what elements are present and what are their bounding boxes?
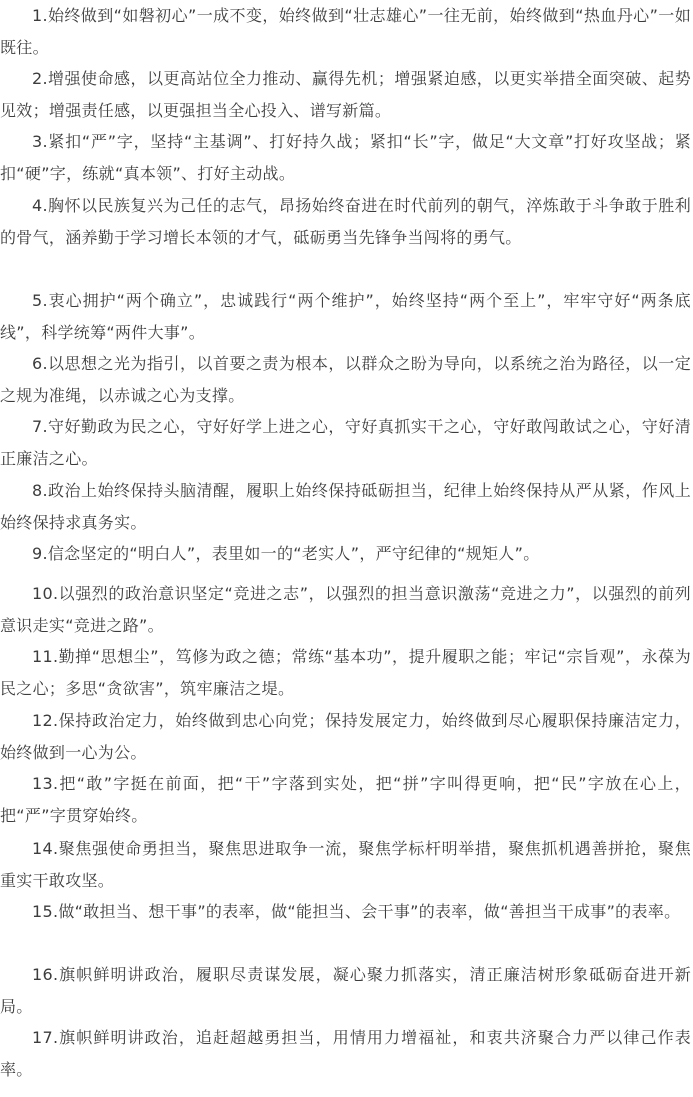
list-item: 8.政治上始终保持头脑清醒，履职上始终保持砥砺担当，纪律上始终保持从严从紧，作风上始终保持求真务实。 (0, 481, 691, 532)
list-item: 16.旗帜鲜明讲政治，履职尽责谋发展，凝心聚力抓落实，清正廉洁树形象砥砺奋进开新局。 (0, 965, 691, 1016)
list-item: 11.勤掸“思想尘”，笃修为政之德；常练“基本功”，提升履职之能；牢记“宗旨观”，永葆为民之心；多思“贪欲害”，筑牢廉洁之堤。 (0, 647, 691, 698)
list-item: 9.信念坚定的“明白人”，表里如一的“老实人”，严守纪律的“规矩人”。 (32, 544, 540, 563)
list-item: 13.把“敢”字挺在前面，把“干”字落到实处，把“拼”字叫得更响，把“民”字放在心上，把“严”字贯穿始终。 (0, 774, 691, 825)
list-item: 7.守好勤政为民之心，守好好学上进之心，守好真抓实干之心，守好敢闯敢试之心，守好清正廉洁之心。 (0, 417, 691, 468)
list-item: 4.胸怀以民族复兴为己任的志气，昂扬始终奋进在时代前列的朝气，淬炼敢于斗争敢于胜利的骨气，涵养勤于学习增长本领的才气，砥砺勇当先锋争当闯将的勇气。 (0, 196, 691, 247)
list-item: 14.聚焦强使命勇担当，聚焦思进取争一流，聚焦学标杆明举措，聚焦抓机遇善拼抢，聚焦重实干敢攻坚。 (0, 839, 691, 890)
list-item: 17.旗帜鲜明讲政治，追赶超越勇担当，用情用力增福祉，和衷共济聚合力严以律己作表率。 (0, 1028, 691, 1079)
list-item: 2.增强使命感，以更高站位全力推动、赢得先机；增强紧迫感，以更实举措全面突破、起势见效；增强责任感，以更强担当全心投入、谱写新篇。 (0, 69, 691, 120)
list-item: 1.始终做到“如磐初心”一成不变，始终做到“壮志雄心”一往无前，始终做到“热血丹心”一如既往。 (0, 6, 691, 57)
list-item: 5.衷心拥护“两个确立”，忠诚践行“两个维护”，始终坚持“两个至上”，牢牢守好“两条底线”，科学统筹“两件大事”。 (0, 291, 691, 342)
list-item: 6.以思想之光为指引，以首要之责为根本，以群众之盼为导向，以系统之治为路径，以一定之规为准绳，以赤诚之心为支撑。 (0, 354, 691, 405)
list-item: 12.保持政治定力，始终做到忠心向党；保持发展定力，始终做到尽心履职保持廉洁定力，始终做到一心为公。 (0, 711, 691, 762)
list-item: 3.紧扣“严”字，坚持“主基调”、打好持久战；紧扣“长”字，做足“大文章”打好攻坚战；紧扣“硬”字，练就“真本领”、打好主动战。 (0, 132, 691, 183)
list-item: 10.以强烈的政治意识坚定“竞进之志”，以强烈的担当意识激荡“竞进之力”，以强烈的前列意识走实“竞进之路”。 (0, 584, 691, 635)
list-item: 15.做“敢担当、想干事”的表率，做“能担当、会干事”的表率，做“善担当干成事”的表率。 (32, 902, 681, 921)
